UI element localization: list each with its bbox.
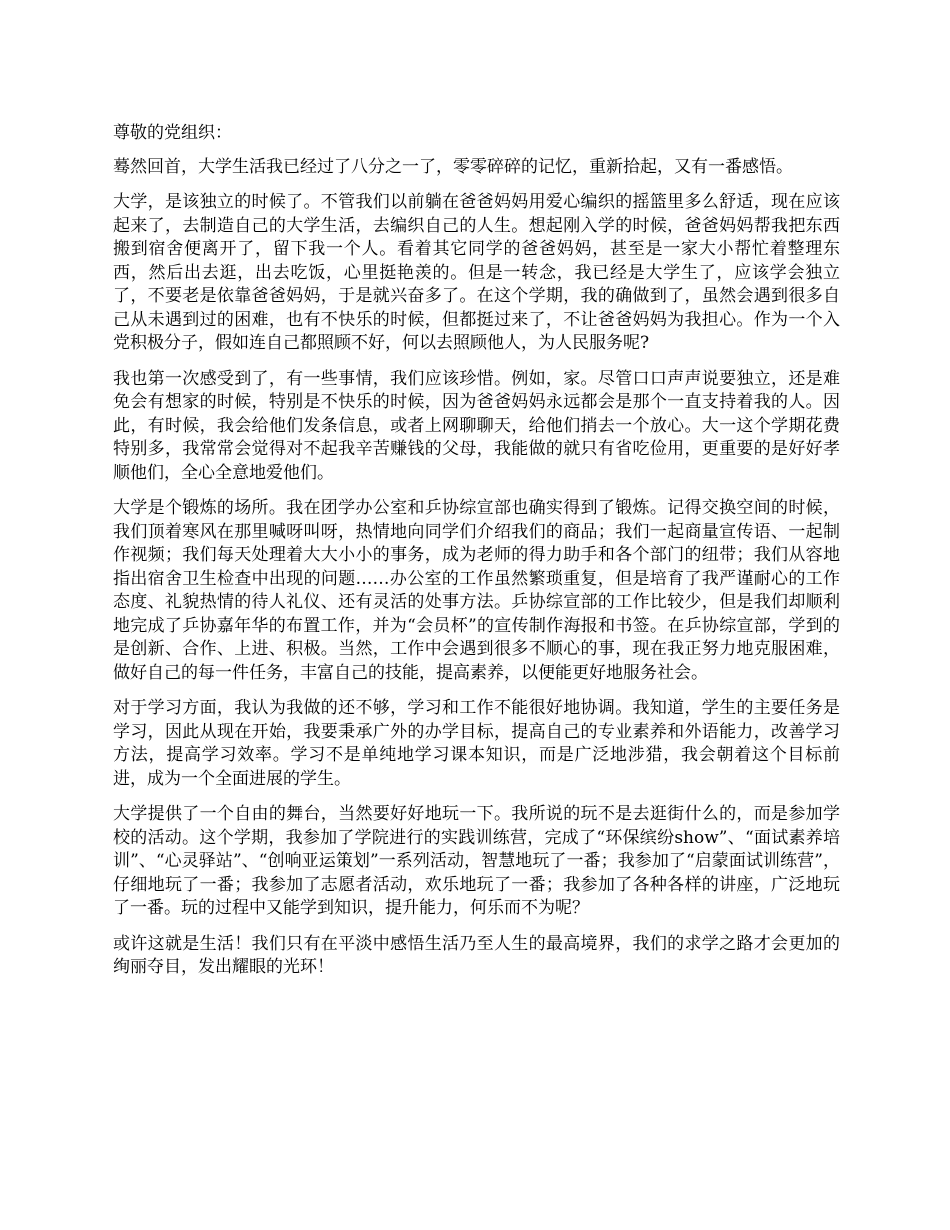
paragraph-activities: 大学提供了一个自由的舞台，当然要好好地玩一下。我所说的玩不是去逛街什么的，而是参加学校的活动。这个学期，我参加了学院进行的实践训练营，完成了“环保缤纷show”、“面试素养培训”、“心灵驿站”、“创响亚运策划”一系列活动，智慧地玩了一番；我参加了“启蒙面试训练营”，仔细地玩了一番；我参加了志愿者活动，欢乐地玩了一番；我参加了各种各样的讲座，广泛地玩了一番。玩的过程中又能学到知识，提升能力，何乐而不为呢？ — [113, 804, 840, 918]
paragraph-study: 对于学习方面，我认为我做的还不够，学习和工作不能很好地协调。我知道，学生的主要任务是学习，因此从现在开始，我要秉承广外的办学目标，提高自己的专业素养和外语能力，改善学习方法，提高学习效率。学习不是单纯地学习课本知识，而是广泛地涉猎，我会朝着这个目标前进，成为一个全面进展的学生。 — [113, 698, 840, 789]
salutation: 尊敬的党组织： — [113, 123, 232, 143]
paragraph-training: 大学是个锻炼的场所。我在团学办公室和乒协综宣部也确实得到了锻炼。记得交换空间的时候，我们顶着寒风在那里喊呀叫呀，热情地向同学们介绍我们的商品；我们一起商量宣传语、一起制作视频；我们每天处理着大大小小的事务，成为老师的得力助手和各个部门的纽带；我们从容地指出宿舍卫生检查中出现的问题……办公室的工作虽然繁琐重复，但是培育了我严谨耐心的工作态度、礼貌热情的待人礼仪、还有灵活的处事方法。乒协综宣部的工作比较少，但是我们却顺利地完成了乒协嘉年华的布置工作，并为“会员杯”的宣传制作海报和书签。在乒协综宣部，学到的是创新、合作、上进、积极。当然，工作中会遇到很多不顺心的事，现在我正努力地克服困难，做好自己的每一件任务，丰富自己的技能，提高素养，以便能更好地服务社会。 — [113, 498, 840, 683]
paragraph-family: 我也第一次感受到了，有一些事情，我们应该珍惜。例如，家。尽管口口声声说要独立，还是难免会有想家的时候，特别是不快乐的时候，因为爸爸妈妈永远都会是那个一直支持着我的人。因此，有时候，我会给他们发条信息，或者上网聊聊天，给他们捎去一个放心。大一这个学期花费特别多，我常常会觉得对不起我辛苦赚钱的父母，我能做的就只有省吃俭用，更重要的是好好孝顺他们，全心全意地爱他们。 — [113, 368, 840, 483]
paragraph-intro: 蓦然回首，大学生活我已经过了八分之一了，零零碎碎的记忆，重新拾起，又有一番感悟。 — [113, 156, 793, 177]
document-body — [113, 122, 840, 992]
paragraph-independence: 大学，是该独立的时候了。不管我们以前躺在爸爸妈妈用爱心编织的摇篮里多么舒适，现在应该起来了，去制造自己的大学生活，去编织自己的人生。想起刚入学的时候，爸爸妈妈帮我把东西搬到宿舍便离开了，留下我一个人。看着其它同学的爸爸妈妈，甚至是一家大小帮忙着整理东西，然后出去逛，出去吃饭，心里挺艳羡的。但是一转念，我已经是大学生了，应该学会独立了，不要老是依靠爸爸妈妈，于是就兴奋多了。在这个学期，我的确做到了，虽然会遇到很多自己从未遇到过的困难，也有不快乐的时候，但都挺过来了，不让爸爸妈妈为我担心。作为一个入党积极分子，假如连自己都照顾不好，何以去照顾他人，为人民服务呢? — [113, 192, 840, 353]
paragraph-conclusion: 或许这就是生活！我们只有在平淡中感悟生活乃至人生的最高境界，我们的求学之路才会更加的绚丽夺目，发出耀眼的光环！ — [113, 933, 840, 977]
